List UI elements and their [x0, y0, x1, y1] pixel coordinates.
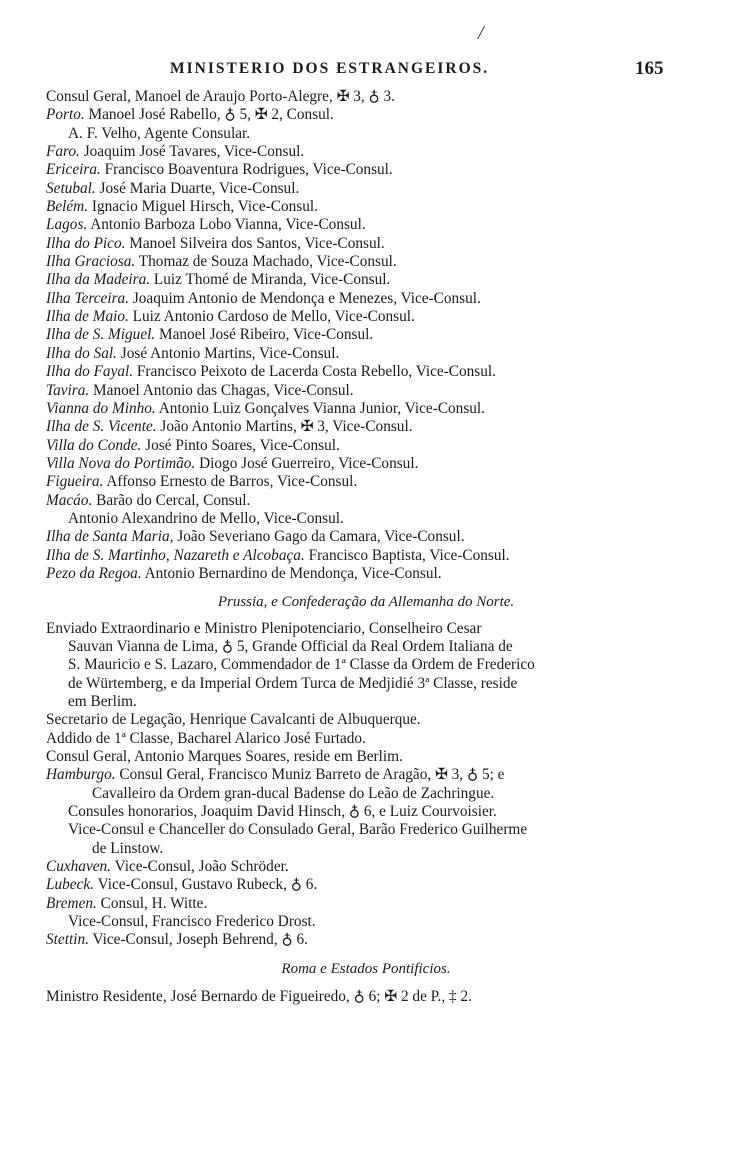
- entry-line: [46, 931, 686, 949]
- entry-line: [46, 161, 686, 179]
- entry-place: Ilha da Madeira.: [46, 271, 151, 289]
- entry-line: [46, 876, 686, 894]
- entry-text: Antonio Bernardino de Mendonça, Vice-Consul.: [144, 564, 442, 582]
- entry-line: Cavalleiro da Ordem gran-ducal Badense do Leão de Zachringue.: [92, 784, 495, 802]
- entry-line: Ministro Residente, José Bernardo de Figueiredo, ♁ 6; ✠ 2 de P., ‡ 2.: [46, 988, 472, 1006]
- entry-place: Lagos.: [46, 216, 88, 234]
- entry-text: Consul, H. Witte.: [100, 894, 208, 912]
- entry-text: Vice-Consul, Gustavo Rubeck, ♁ 6.: [97, 876, 318, 894]
- entry-text: Barão do Cercal, Consul.: [96, 491, 251, 509]
- entry-line: Consules honorarios, Joaquim David Hinsch, ♁ 6, e Luiz Courvoisier.: [68, 803, 497, 821]
- entry-line: [46, 565, 686, 583]
- entry-line: [46, 766, 686, 784]
- page-header: [0, 60, 747, 84]
- entry-text: Affonso Ernesto de Barros, Vice-Consul.: [106, 473, 358, 491]
- entry-line: Consul Geral, Antonio Marques Soares, reside em Berlim.: [46, 748, 403, 766]
- entry-line: de Würtemberg, e da Imperial Ordem Turca de Medjidié 3ª Classe, reside: [68, 674, 518, 692]
- entry-place: Figueira.: [46, 473, 104, 491]
- entry-text: Antonio Barboza Lobo Vianna, Vice-Consul.: [90, 216, 366, 234]
- entry-line: [46, 271, 686, 289]
- entry-line: [46, 216, 686, 234]
- entry-text: João Severiano Gago da Camara, Vice-Consul.: [177, 528, 465, 546]
- entry-place: Villa Nova do Portimão.: [46, 454, 196, 472]
- entry-line: [46, 437, 686, 455]
- entry-line: [46, 913, 686, 931]
- entry-place: Vianna do Minho.: [46, 399, 156, 417]
- entry-place: Bremen.: [46, 894, 97, 912]
- page-number: 165: [635, 58, 664, 79]
- entry-text: Antonio Alexandrino de Mello, Vice-Consul.: [68, 509, 344, 527]
- entry-line: [46, 125, 686, 143]
- entry-text: Vice-Consul, João Schröder.: [114, 858, 289, 876]
- entry-place: Faro.: [46, 143, 80, 161]
- entry-line: [46, 253, 686, 271]
- entry-place: Ilha de S. Martinho, Nazareth e Alcobaça.: [46, 546, 305, 564]
- entry-place: Tavira.: [46, 381, 90, 399]
- entry-place: Macáo.: [46, 491, 93, 509]
- entry-line: [46, 547, 686, 565]
- running-title: MINISTERIO DOS ESTRANGEIROS.: [170, 60, 490, 77]
- entry-line: de Linstow.: [92, 839, 164, 857]
- entry-line: [46, 180, 686, 198]
- entry-place: Ilha do Fayal.: [46, 363, 134, 381]
- entry-text: Manoel José Rabello, ♁ 5, ✠ 2, Consul.: [88, 106, 334, 124]
- entry-place: Ilha de Santa Maria,: [46, 528, 174, 546]
- handwritten-mark: /: [478, 22, 484, 44]
- entry-text: José Maria Duarte, Vice-Consul.: [99, 179, 300, 197]
- entry-text: A. F. Velho, Agente Consular.: [68, 124, 251, 142]
- entry-line: [46, 363, 686, 381]
- entry-line: [46, 418, 686, 436]
- entry-line: [46, 895, 686, 913]
- entry-place: Pezo da Regoa.: [46, 564, 142, 582]
- entry-text: Antonio Luiz Gonçalves Vianna Junior, Vice-Consul.: [158, 399, 485, 417]
- entry-line: [46, 198, 686, 216]
- entry-text: Manoel Silveira dos Santos, Vice-Consul.: [129, 234, 385, 252]
- entry-place: Lubeck.: [46, 876, 94, 894]
- entry-line: Secretario de Legação, Henrique Cavalcanti de Albuquerque.: [46, 711, 421, 729]
- section-heading-roma: Roma e Estados Pontificios.: [281, 960, 451, 977]
- entry-line: Enviado Extraordinario e Ministro Plenipotenciario, Conselheiro Cesar: [46, 619, 482, 637]
- entry-line: [46, 326, 686, 344]
- entry-place: Ilha do Pico.: [46, 234, 126, 252]
- entry-line: Addido de 1ª Classe, Bacharel Alarico José Furtado.: [46, 729, 366, 747]
- entry-line: em Berlim.: [68, 693, 137, 710]
- entry-place: Stettin.: [46, 931, 89, 949]
- entry-line: [46, 106, 686, 124]
- entry-place: Belém.: [46, 198, 89, 216]
- entry-text: Joaquim Antonio de Mendonça e Menezes, Vice-Consul.: [132, 289, 481, 307]
- entry-place: Ilha do Sal.: [46, 344, 117, 362]
- entry-text: Francisco Peixoto de Lacerda Costa Rebello, Vice-Consul.: [136, 363, 496, 381]
- entry-line: [46, 308, 686, 326]
- entry-text: Thomaz de Souza Machado, Vice-Consul.: [138, 253, 397, 271]
- entry-text: Vice-Consul, Joseph Behrend, ♁ 6.: [92, 931, 308, 949]
- entry-line: Sauvan Vianna de Lima, ♁ 5, Grande Official da Real Ordem Italiana de: [68, 637, 513, 655]
- entry-line: Vice-Consul e Chanceller do Consulado Geral, Barão Frederico Guilherme: [68, 821, 528, 839]
- prussia-section: [46, 620, 686, 950]
- entry-text: Luiz Antonio Cardoso de Mello, Vice-Consul.: [132, 308, 415, 326]
- section-heading-prussia: Prussia, e Confederação da Allemanha do Norte.: [217, 594, 515, 611]
- entry-place: Villa do Conde.: [46, 436, 142, 454]
- entry-place: Setubal.: [46, 179, 96, 197]
- entry-line: [46, 473, 686, 491]
- entry-text: Ignacio Miguel Hirsch, Vice-Consul.: [91, 198, 318, 216]
- entry-text: Diogo José Guerreiro, Vice-Consul.: [199, 454, 419, 472]
- page-body: [46, 88, 686, 1007]
- entry-text: João Antonio Martins, ✠ 3, Vice-Consul.: [160, 418, 413, 436]
- entry-line: [46, 345, 686, 363]
- portugal-section: [46, 88, 686, 583]
- entry-text: Francisco Boaventura Rodrigues, Vice-Consul.: [104, 161, 393, 179]
- entry-text: Francisco Baptista, Vice-Consul.: [308, 546, 510, 564]
- entry-text: Vice-Consul, Francisco Frederico Drost.: [68, 913, 316, 931]
- entry-line: [46, 400, 686, 418]
- entry-text: Joaquim José Tavares, Vice-Consul.: [83, 143, 305, 161]
- entry-text: José Pinto Soares, Vice-Consul.: [145, 436, 340, 454]
- entry-line: [46, 858, 686, 876]
- entry-text: Manoel José Ribeiro, Vice-Consul.: [159, 326, 374, 344]
- entry-line: [46, 510, 686, 528]
- entry-line: [46, 528, 686, 546]
- entry-line: [46, 382, 686, 400]
- entry-line: [46, 88, 686, 106]
- entry-place: Ericeira.: [46, 161, 101, 179]
- entry-place: Ilha de S. Vicente.: [46, 418, 157, 436]
- entry-text: Luiz Thomé de Miranda, Vice-Consul.: [153, 271, 391, 289]
- entry-place: Cuxhaven.: [46, 858, 111, 876]
- entry-line: [46, 290, 686, 308]
- entry-line: [46, 235, 686, 253]
- entry-line: [46, 492, 686, 510]
- entry-text: Manoel Antonio das Chagas, Vice-Consul.: [93, 381, 354, 399]
- entry-place: Ilha Graciosa.: [46, 253, 136, 271]
- entry-line: [46, 455, 686, 473]
- entry-line: [46, 143, 686, 161]
- entry-place: Ilha de Maio.: [46, 308, 129, 326]
- entry-text: Consul Geral, Francisco Muniz Barreto de Aragão, ✠ 3, ♁ 5; e: [119, 766, 505, 784]
- entry-text: José Antonio Martins, Vice-Consul.: [120, 344, 340, 362]
- entry-place: Hamburgo.: [46, 766, 116, 784]
- entry-text: Consul Geral, Manoel de Araujo Porto-Alegre, ✠ 3, ♁ 3.: [46, 88, 395, 105]
- entry-place: Ilha de S. Miguel.: [46, 326, 156, 344]
- entry-place: Porto.: [46, 106, 85, 124]
- entry-line: S. Mauricio e S. Lazaro, Commendador de 1ª Classe da Ordem de Frederico: [68, 656, 535, 674]
- entry-place: Ilha Terceira.: [46, 289, 129, 307]
